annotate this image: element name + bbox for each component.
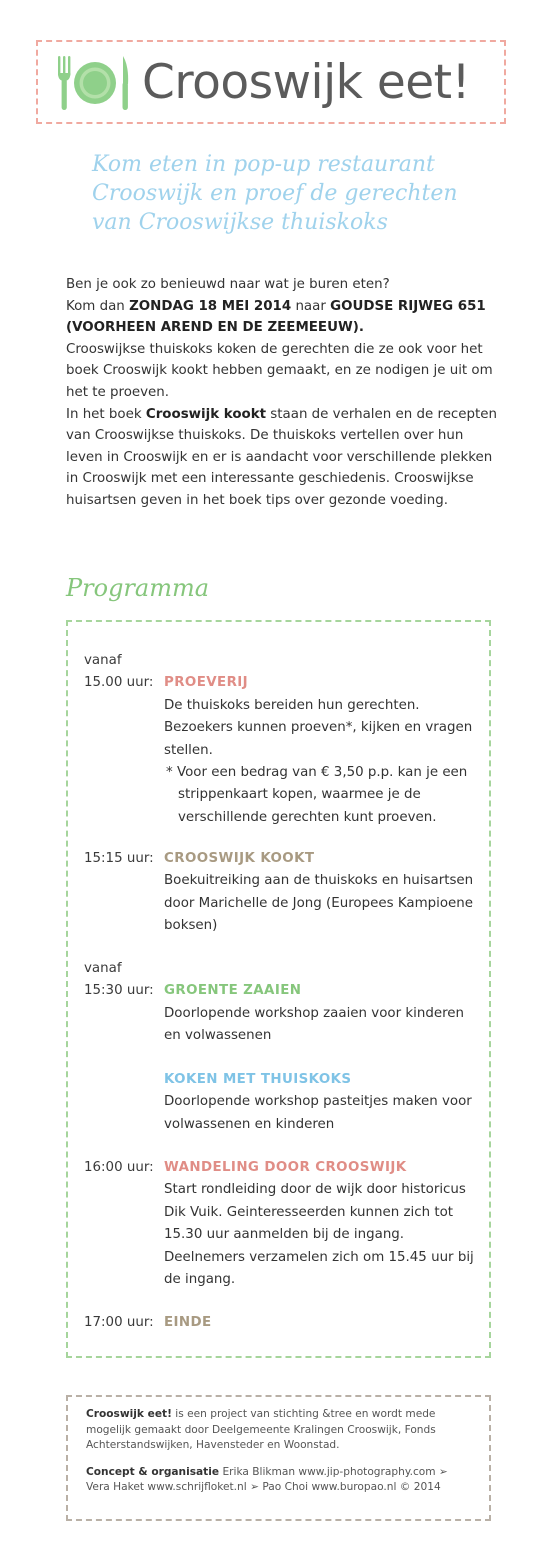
intro-paragraph: Crooswijkse thuiskoks koken de gerechten die ze ook voor het boek Crooswijk kookt hebben gemaakt, en ze nodigen je uit om het te proeven. [66,341,493,400]
tagline-line: Crooswijk en proef de gerechten [92,181,458,206]
intro-event-line: Kom dan ZONDAG 18 MEI 2014 naar GOUDSE RIJWEG 651 (VOORHEEN AREND EN DE ZEEMEEUW). [66,298,486,336]
footer-box [66,1395,491,1521]
program-title: PROEVERIJ [164,675,249,691]
program-description: Doorlopende workshop pasteitjes maken voor volwassenen en kinderen [164,1094,472,1132]
program-title: CROOSWIJK KOOKT [164,851,315,866]
footer-credits-label: Concept & organisatie [86,1465,220,1478]
intro-paragraph: In het boek Crooswijk kookt staan de verhalen en de recepten van Crooswijkse thuiskoks. De thuiskoks vertellen over hun leven in Crooswijk en er is aandacht voor verschillende plekken in Crooswijk met een interessante geschiedenis. Crooswijkse huisartsen geven in het boek tips over gezonde voeding. [66,406,498,508]
footer-project-text: Crooswijk eet! is een project van stichting &tree en wordt mede mogelijk gemaakt door Deelgemeente Kralingen Crooswijk, Fonds Achterstandswijken, Havensteder en Woonstad. [86,1408,436,1452]
program-time: vanaf 15:30 uur: [84,961,154,999]
tagline-line: van Crooswijkse thuiskoks [92,210,388,235]
tagline [92,150,512,237]
program-description: De thuiskoks bereiden hun gerechten. Bezoekers kunnen proeven*, kijken en vragen stellen. [164,697,473,758]
fork-plate-knife-icon [54,54,132,112]
intro-line: Ben je ook zo benieuwd naar wat je buren eten? [66,277,390,292]
footer-credits: Concept & organisatie Erika Blikman www.jip-photography.com ➢ Vera Haket www.schrijfloket.nl ➢ Pao Choi www.buropao.nl © 2014 [86,1465,448,1494]
site-title: Crooswijk eet! [142,55,470,110]
program-time: 15:15 uur: [84,851,154,866]
event-date: ZONDAG 18 MEI 2014 [129,298,292,314]
program-title: WANDELING DOOR CROOSWIJK [164,1160,407,1175]
program-description: Start rondleiding door de wijk door historicus Dik Vuik. Geinteresseerden kunnen zich tot 15.30 uur aanmelden bij de ingang. Deelnemers verzamelen zich om 15.45 uur bij de ingang. [164,1182,474,1288]
program-description: Boekuitreiking aan de thuiskoks en huisartsen door Marichelle de Jong (Europees Kampioene boksen) [164,873,474,934]
intro-text [66,274,498,512]
program-note: * Voor een bedrag van € 3,50 p.p. kan je een strippenkaart kopen, waarmee je de verschillende gerechten kunt proeven. [166,765,468,825]
program-description: Doorlopende workshop zaaien voor kinderen en volwassenen [164,1005,465,1044]
tagline-line: Kom eten in pop-up restaurant [92,152,435,177]
programma-box [66,620,491,1358]
book-title: Crooswijk kookt [145,406,267,422]
program-title: KOKEN MET THUISKOKS [164,1072,352,1087]
footer-brand: Crooswijk eet! [86,1408,172,1420]
header-box [36,40,506,124]
program-title: GROENTE ZAAIEN [164,983,302,999]
program-title: EINDE [164,1315,212,1330]
program-time: vanaf 15.00 uur: [84,653,154,691]
program-time: 16:00 uur: [84,1160,154,1175]
event-location: GOUDSE RIJWEG 651 (VOORHEEN AREND EN DE ZEEMEEUW). [66,298,486,336]
programma-heading: Programma [66,574,210,602]
program-time: 17:00 uur: [84,1315,154,1330]
